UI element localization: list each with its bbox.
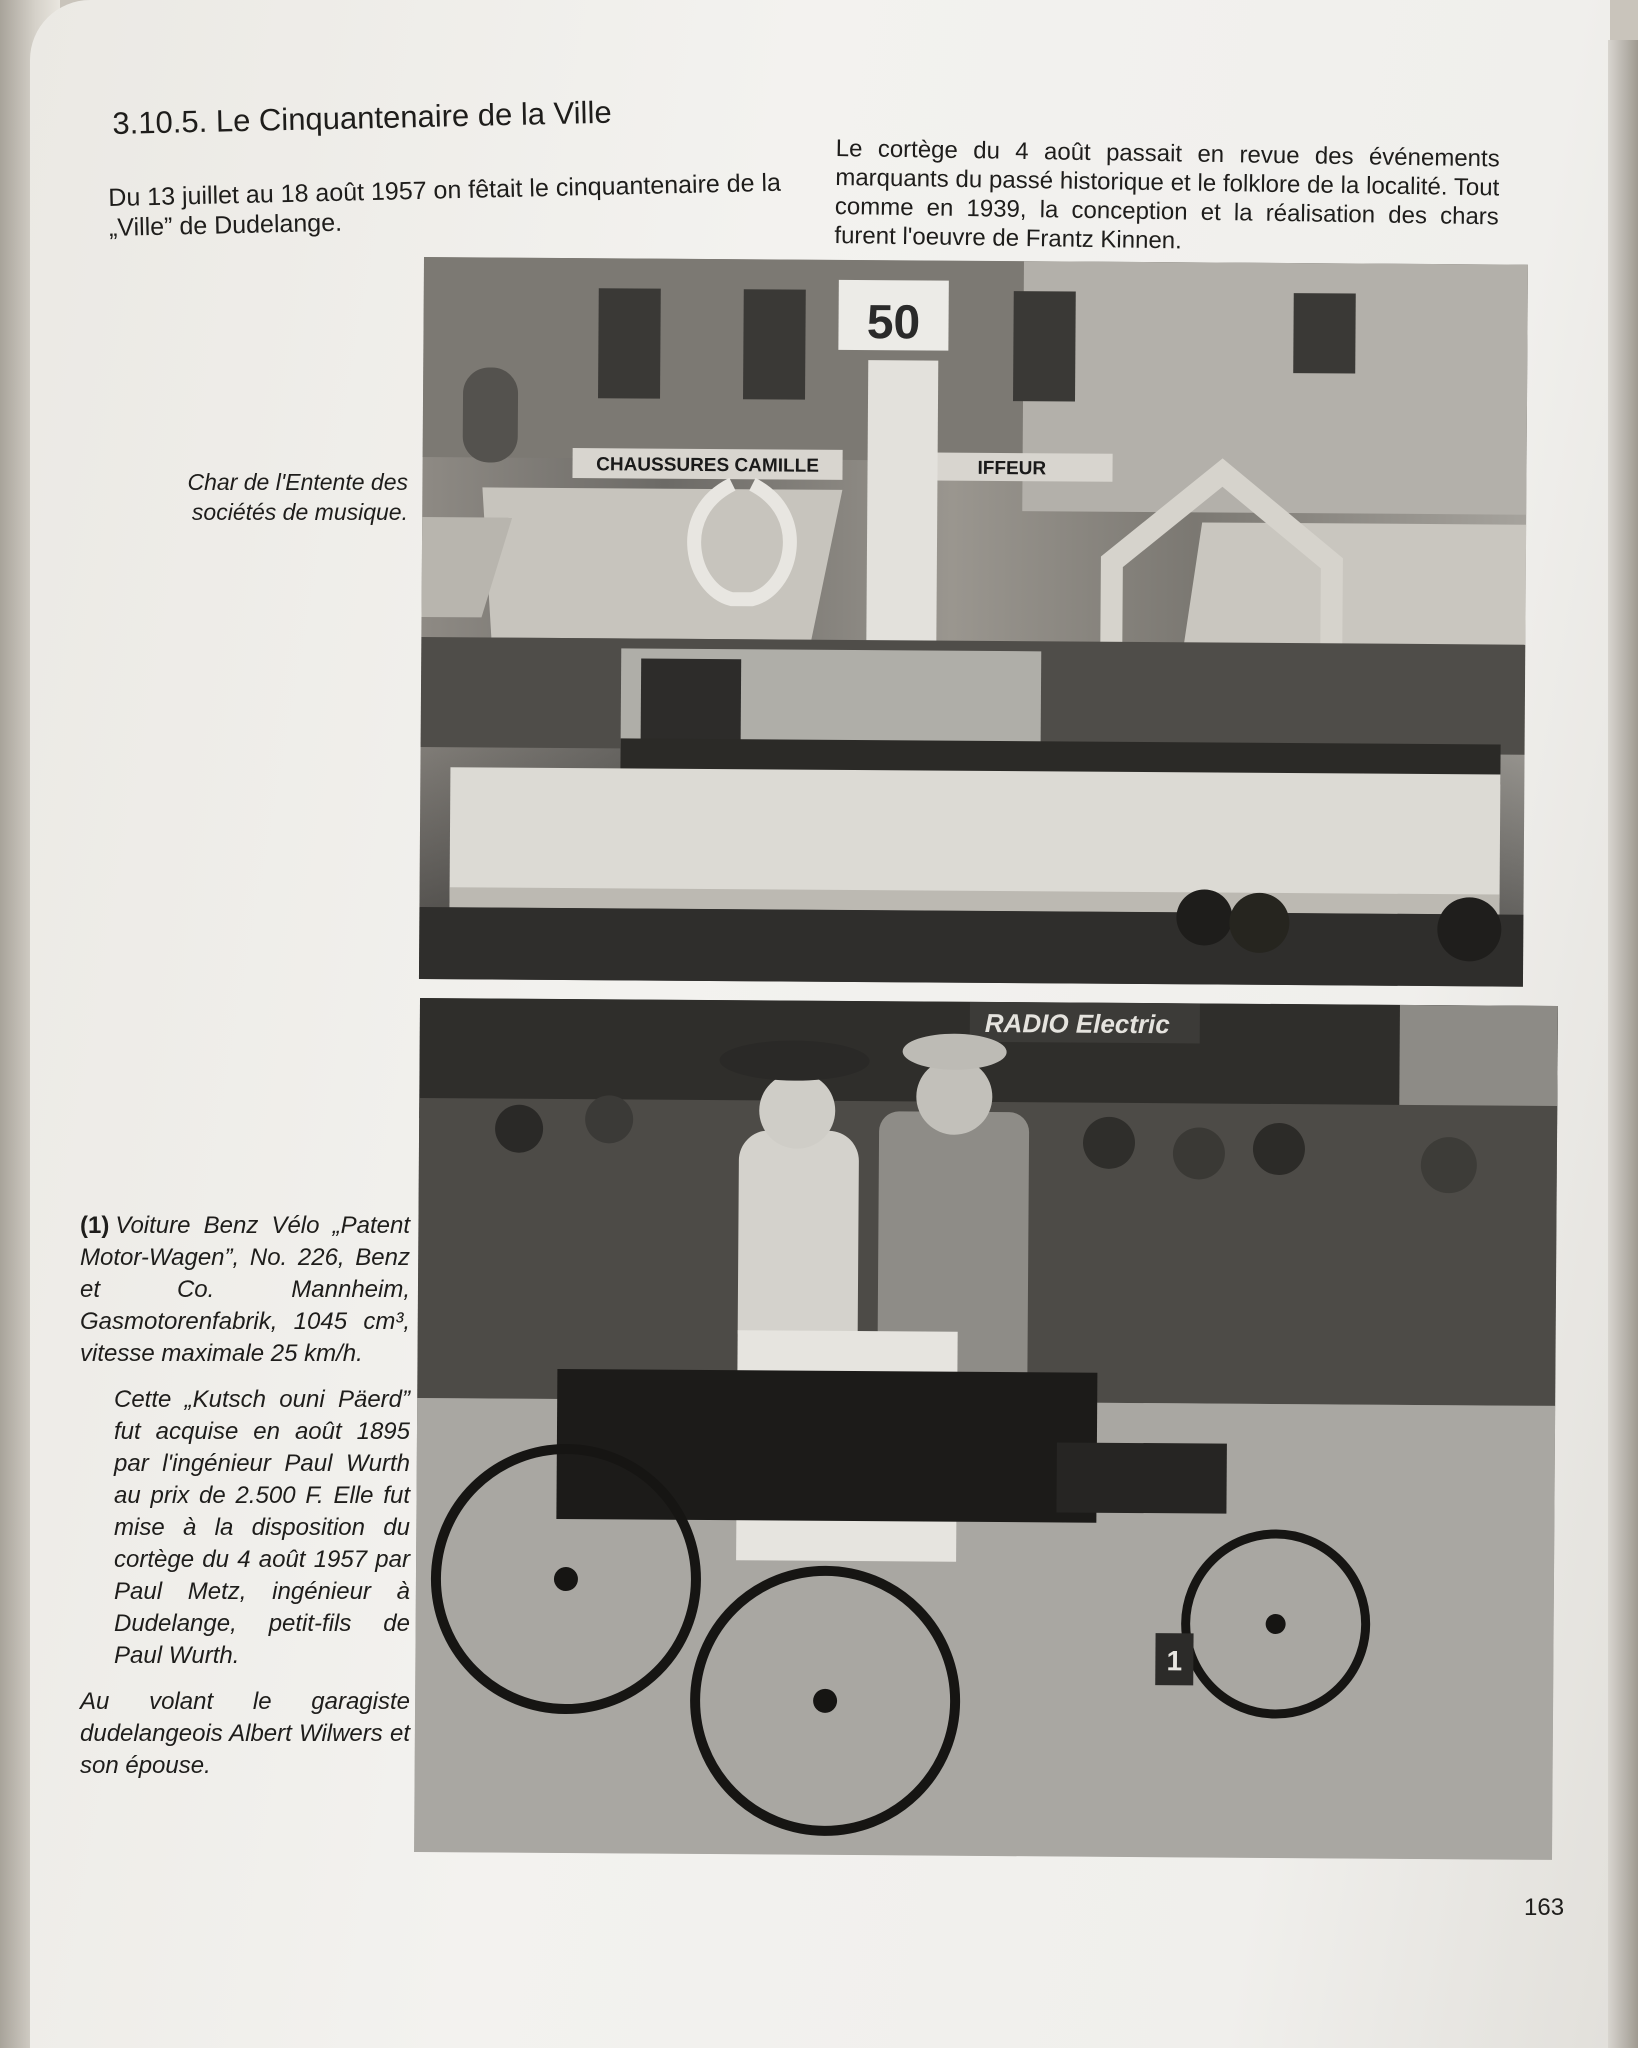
shop-sign-left-text: CHAUSSURES CAMILLE — [596, 454, 819, 477]
photo-benz-velo-drawing — [414, 998, 1558, 1860]
photo-benz-velo — [414, 998, 1558, 1860]
woman-face — [759, 1072, 836, 1149]
radio-sign-text: RADIO Electric — [984, 1007, 1170, 1040]
spectator-head — [1253, 1123, 1305, 1175]
emblem-number: 50 — [866, 296, 921, 350]
photo2-caption — [80, 1210, 410, 1796]
front-wheel-hub — [1266, 1614, 1286, 1634]
right-column-paragraph: Le cortège du 4 août passait en revue des événements marquants du passé historique et le folklore de la localité. Tout comme en 1939, la conception et la réalisation des chars furent l'oeuvre de Frantz Kinnen. — [834, 134, 1500, 255]
section-number: 3.10.5. — [112, 103, 208, 141]
caption-main-text: Voiture Benz Vélo „Patent Motor-Wagen”, No. 226, Benz et Co. Mannheim, Gasmotorenfabrik, 1045 cm³, vitesse maximale 25 km/h. — [80, 1212, 410, 1367]
right-page-edge — [1608, 40, 1638, 2048]
number-plate-text: 1 — [1166, 1645, 1183, 1677]
caption-number: (1) — [80, 1212, 110, 1239]
spectator-head — [1176, 889, 1232, 945]
section-title-text: Le Cinquantenaire de la Ville — [215, 94, 612, 139]
rear-wheel-hub — [554, 1567, 578, 1591]
shop-sign-right-text: IFFEUR — [977, 457, 1047, 480]
page-number: 163 — [1524, 1894, 1565, 1921]
window — [1013, 291, 1076, 401]
intro-text: Du 13 juillet au 18 août 1957 on fêtait le cinquantenaire de la „Ville” de Dudelange. — [108, 168, 782, 242]
photo-music-float-drawing — [419, 257, 1528, 987]
window — [1293, 293, 1356, 373]
float-column — [866, 360, 938, 650]
spectator-head — [1437, 897, 1501, 961]
spectator-head — [1229, 893, 1289, 953]
window — [598, 288, 661, 398]
woman-passenger — [737, 1130, 859, 1361]
spectator-head — [1173, 1127, 1225, 1179]
photo-music-float — [419, 257, 1528, 987]
car-body — [556, 1369, 1097, 1523]
photo2-caption-history: Cette „Kutsch ouni Päerd” fut acquise en août 1895 par l'ingénieur Paul Wurth au prix de 2.500 F. Elle fut mise à la disposition du cortège du 4 août 1957 par Paul Metz, ingénieur à Dudelange, petit-fils de Paul Wurth. — [114, 1386, 410, 1669]
spectator-head — [1421, 1137, 1477, 1193]
photo2-caption-main — [80, 1210, 410, 1370]
spectator-head — [1083, 1117, 1135, 1169]
spectator-head — [495, 1105, 543, 1153]
man-face — [916, 1058, 993, 1135]
rear-wheel-hub — [813, 1689, 837, 1713]
spectator-head — [585, 1095, 633, 1143]
window-arched — [463, 367, 519, 462]
car-front — [1056, 1442, 1226, 1513]
photo2-caption-driver: Au volant le garagiste dudelangeois Albert Wilwers et son épouse. — [80, 1688, 410, 1779]
photo1-caption: Char de l'Entente des sociétés de musique. — [187, 469, 408, 525]
window — [743, 289, 806, 399]
foreground-spectators — [419, 907, 1523, 987]
